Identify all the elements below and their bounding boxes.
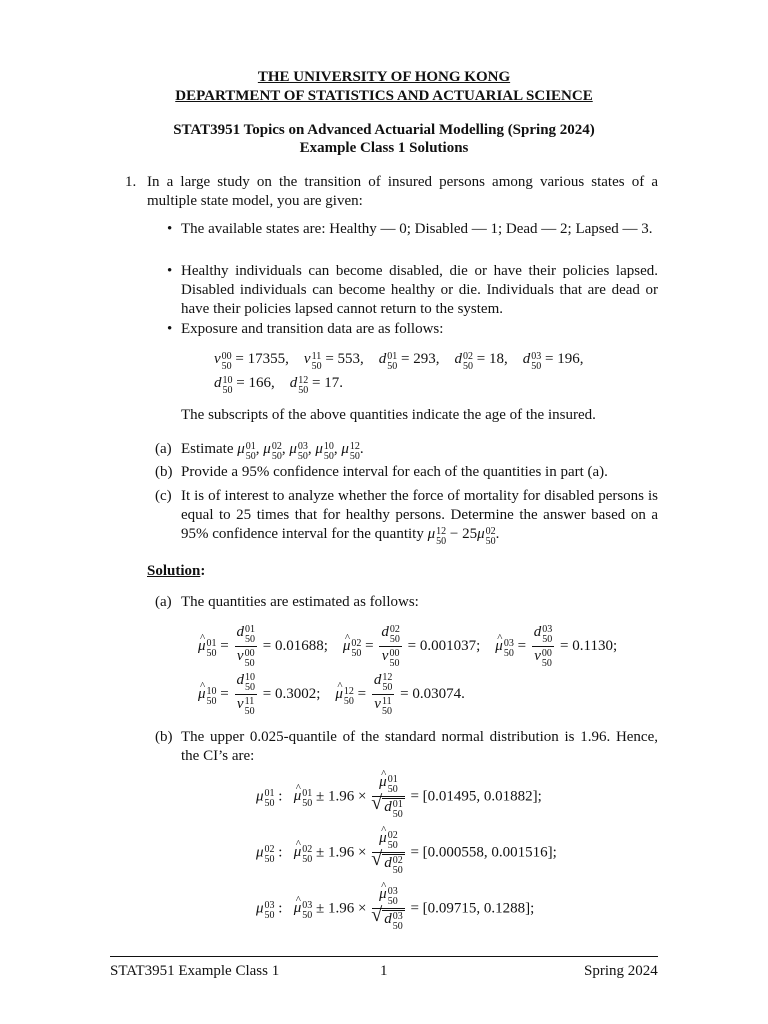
- value-v11: 553: [337, 351, 361, 367]
- question-number: 1.: [125, 174, 137, 190]
- value-d10: 166: [248, 375, 271, 391]
- ci-mu02: μ 02 50 : μ ^ 02 50 ± 1.96 × μ ^ 02 50 √ d 02 50 = [0.000558, 0.001516];: [256, 830, 557, 876]
- part-b-text: Provide a 95% confidence interval for each of the quantities in part (a).: [181, 464, 608, 480]
- part-c-text: It is of interest to analyze whether the force of mortality for disabled persons is equal to 25 times that for healthy persons. Determine the answer based on a 95% confidence interval for the quantity μ 12 50 − 25μ 02 50 .: [181, 488, 658, 547]
- bullet-states: The available states are: Healthy — 0; Disabled — 1; Dead — 2; Lapsed — 3.: [181, 221, 653, 237]
- ci-mu01: μ 01 50 : μ ^ 01 50 ± 1.96 × μ ^ 01 50 √ d 01 50 = [0.01495, 0.01882];: [256, 774, 542, 820]
- estimate-mu12: 0.03074: [412, 685, 462, 702]
- department-title: DEPARTMENT OF STATISTICS AND ACTUARIAL SCIENCE: [175, 88, 593, 104]
- solution-b-text: The upper 0.025-quantile of the standard normal distribution is 1.96. Hence, the CI’s are:: [181, 729, 658, 764]
- course-title: STAT3951 Topics on Advanced Actuarial Modelling (Spring 2024): [173, 122, 595, 138]
- estimate-mu01: 0.01688: [274, 637, 324, 654]
- value-d12: 17: [324, 375, 340, 391]
- question-intro: In a large study on the transition of insured persons among various states of a multiple state model, you are given:: [147, 174, 658, 209]
- part-a-text: Estimate μ 01 50 , μ 02 50 , μ 03 50 , μ 10 50 , μ 12 50 .: [181, 441, 364, 462]
- bullet-data: Exposure and transition data are as follows:: [181, 321, 444, 337]
- estimates-row1: μ ^ 01 50 = d 01 50 v 00 50 = 0.01688; μ ^ 02 50 = d 02 50 v 00 50 = 0.001037; μ ^ 03 50 = d 03 50 v 00 50 = 0.1130;: [198, 624, 617, 669]
- bullet-transitions: Healthy individuals can become disabled, die or have their policies lapsed. Disabled individuals can become healthy or die. Individuals that are dead or have their policies lapsed cannot return to the system.: [181, 263, 658, 317]
- bullet-mark: •: [167, 263, 173, 279]
- part-b-label: (b): [155, 464, 173, 480]
- interval-mu03: [0.09715, 0.1288]: [422, 900, 531, 917]
- estimate-mu02: 0.001037: [419, 637, 477, 654]
- footer-divider: [110, 956, 658, 957]
- estimate-mu10: 0.3002: [274, 685, 317, 702]
- part-a-estimate: Estimate: [181, 441, 234, 457]
- interval-mu02: [0.000558, 0.001516]: [422, 844, 553, 861]
- document-subtitle: Example Class 1 Solutions: [299, 140, 469, 156]
- solution-heading: Solution:: [147, 563, 206, 579]
- subscript-note: The subscripts of the above quantities indicate the age of the insured.: [181, 407, 596, 423]
- value-d01: 293: [413, 351, 436, 367]
- footer-page-number: 1: [380, 963, 388, 979]
- interval-mu01: [0.01495, 0.01882]: [422, 788, 538, 805]
- part-c-label: (c): [155, 488, 172, 504]
- ci-mu03: μ 03 50 : μ ^ 03 50 ± 1.96 × μ ^ 03 50 √ d 03 50 = [0.09715, 0.1288];: [256, 886, 534, 932]
- part-a-label: (a): [155, 441, 172, 457]
- university-title: THE UNIVERSITY OF HONG KONG: [257, 69, 511, 85]
- solution-a-label: (a): [155, 594, 172, 610]
- bullet-mark: •: [167, 221, 173, 237]
- value-d03: 196: [557, 351, 580, 367]
- value-d02: 18: [488, 351, 504, 367]
- value-v00: 17355: [247, 351, 286, 367]
- footer-right: Spring 2024: [584, 963, 658, 979]
- bullet-mark: •: [167, 321, 173, 337]
- footer-left: STAT3951 Example Class 1: [110, 963, 280, 979]
- data-equations-line1: v 00 50 = 17355, v 11 50 = 553, d 01 50 = 293, d 02 50 = 18, d 03 50 = 196,: [214, 351, 584, 372]
- data-equations-line2: d 10 50 = 166, d 12 50 = 17.: [214, 375, 343, 396]
- estimates-row2: μ ^ 10 50 = d 10 50 v 11 50 = 0.3002; μ ^ 12 50 = d 12 50 v 11 50 = 0.03074.: [198, 672, 465, 717]
- part-c-body: It is of interest to analyze whether the force of mortality for disabled persons is equal to 25 times that for healthy persons. Determine the answer based on a 95% confidence interval for the quantity: [181, 488, 658, 542]
- estimate-mu03: 0.1130: [572, 637, 613, 654]
- solution-a-text: The quantities are estimated as follows:: [181, 594, 419, 610]
- solution-b-label: (b): [155, 729, 173, 745]
